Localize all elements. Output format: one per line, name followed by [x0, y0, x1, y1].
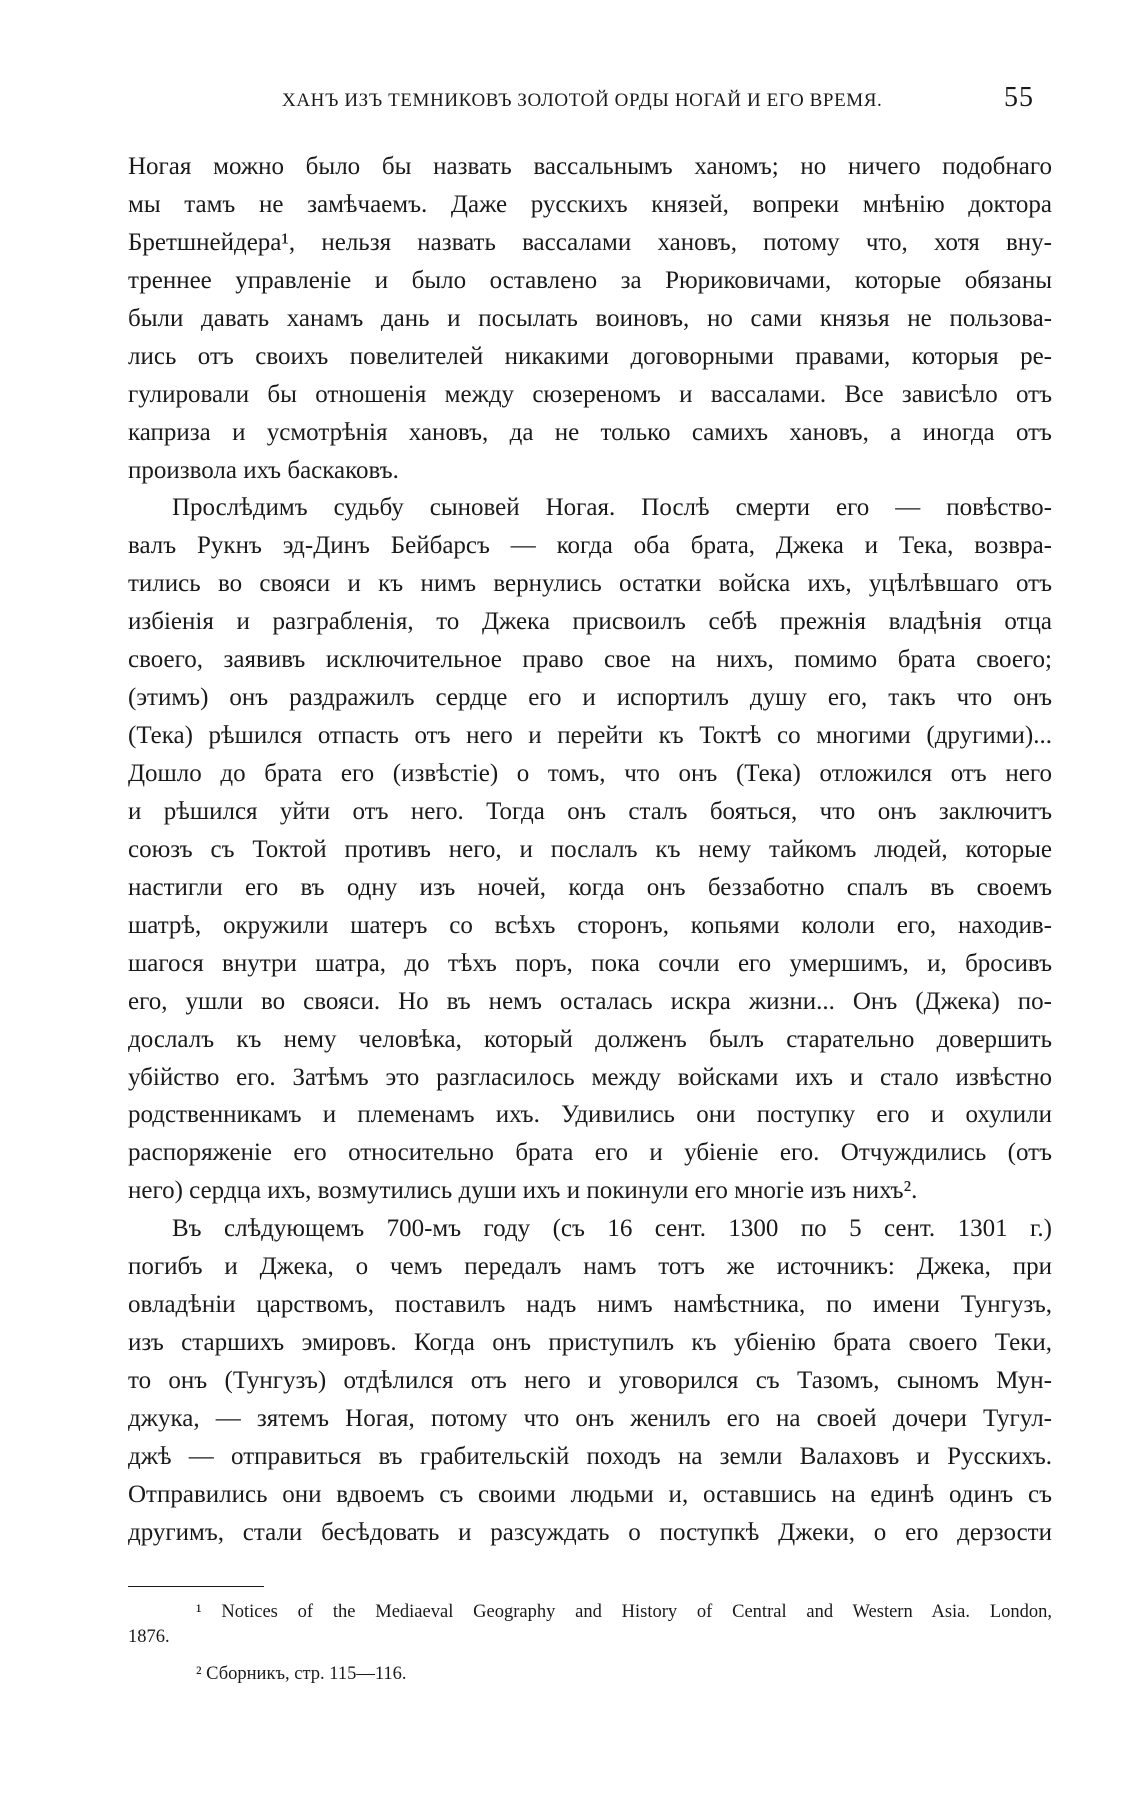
text-line: шагося внутри шатра, до тѣхъ поръ, пока сочли его умершимъ, и, бросивъ — [128, 949, 1052, 977]
text-line: каприза и усмотрѣнія хановъ, да не только самихъ хановъ, а иногда отъ — [128, 418, 1052, 446]
text-line: него) сердца ихъ, возмутились души ихъ и покинули его многіе изъ нихъ². — [128, 1177, 918, 1205]
text-line: погибъ и Джека, о чемъ передалъ намъ тотъ же источникъ: Джека, при — [128, 1253, 1052, 1281]
text-line: его, ушли во свояси. Но въ немъ осталась искра жизни... Онъ (Джека) по- — [128, 987, 1052, 1015]
text-line: другимъ, стали бесѣдовать и разсуждать о поступкѣ Джеки, о его дерзости — [128, 1518, 1052, 1546]
text-line: настигли его въ одну изъ ночей, когда онъ беззаботно спалъ въ своемъ — [128, 873, 1052, 901]
text-line: дослалъ къ нему человѣка, который долженъ былъ старательно довершить — [128, 1025, 1052, 1053]
running-title: ХАНЪ ИЗЪ ТЕМНИКОВЪ ЗОЛОТОЙ ОРДЫ НОГАЙ И ЕГО ВРЕМЯ. — [282, 90, 883, 111]
footnote-1: ¹ Notices of the Mediaeval Geography and History of Central and Western Asia. London, — [196, 1602, 1052, 1622]
text-line: шатрѣ, окружили шатеръ со всѣхъ сторонъ, копьями кололи его, находив- — [128, 911, 1052, 939]
text-line: джука, — зятемъ Ногая, потому что онъ женилъ его на своей дочери Тугул- — [128, 1404, 1052, 1432]
text-line: Дошло до брата его (извѣстіе) о томъ, что онъ (Тека) отложился отъ него — [128, 760, 1052, 787]
text-line: (этимъ) онъ раздражилъ сердце его и испортилъ душу его, такъ что онъ — [128, 684, 1052, 712]
text-line: валъ Рукнъ эд-Динъ Бейбарсъ — когда оба брата, Джека и Тека, возвра- — [128, 532, 1052, 560]
text-line: изъ старшихъ эмировъ. Когда онъ приступилъ къ убіенію брата своего Теки, — [128, 1329, 1052, 1357]
footnote-gap — [128, 1650, 1052, 1662]
footnotes — [128, 1600, 1052, 1687]
text-line: тились во свояси и къ нимъ вернулись остатки войска ихъ, уцѣлѣвшаго отъ — [128, 570, 1052, 598]
text-line: Бретшнейдера¹, нельзя назвать вассалами хановъ, потому что, хотя вну- — [128, 228, 1052, 256]
text-line: то онъ (Тунгузъ) отдѣлился отъ него и уговорился съ Тазомъ, сыномъ Мун- — [128, 1367, 1052, 1394]
text-line: мы тамъ не замѣчаемъ. Даже русскихъ князей, вопреки мнѣнію доктора — [128, 190, 1052, 218]
text-line: лись отъ своихъ повелителей никакими договорными правами, которыя ре- — [128, 342, 1052, 370]
text-line: родственникамъ и племенамъ ихъ. Удивились они поступку его и охулили — [128, 1101, 1052, 1129]
text-line: убійство его. Затѣмъ это разгласилось между войсками ихъ и стало извѣстно — [128, 1063, 1052, 1091]
text-line: треннее управленіе и было оставлено за Рюриковичами, которые обязаны — [128, 266, 1052, 294]
footnote-1-continuation: 1876. — [128, 1627, 170, 1647]
text-line: гулировали бы отношенія между сюзереномъ и вассалами. Все зависѣло отъ — [128, 380, 1052, 408]
text-line: овладѣніи царствомъ, поставилъ надъ нимъ намѣстника, по имени Тунгузъ, — [128, 1291, 1052, 1319]
page-number: 55 — [1004, 82, 1034, 113]
text-line: Ногая можно было бы назвать вассальнымъ ханомъ; но ничего подобнаго — [128, 153, 1052, 180]
text-line: произвола ихъ баскаковъ. — [128, 456, 399, 484]
text-line: своего, заявивъ исключительное право свое на нихъ, помимо брата своего; — [128, 646, 1052, 674]
footnote-separator — [128, 1586, 264, 1587]
text-line: и рѣшился уйти отъ него. Тогда онъ сталъ бояться, что онъ заключитъ — [128, 797, 1052, 825]
text-line: (Тека) рѣшился отпасть отъ него и перейти къ Токтѣ со многими (другими)... — [128, 722, 1052, 750]
footnote-2: ² Сборникъ, стр. 115—116. — [196, 1664, 407, 1684]
paragraph-start-line: Прослѣдимъ судьбу сыновей Ногая. Послѣ смерти его — повѣство- — [172, 494, 1052, 522]
text-line: были давать ханамъ дань и посылать воиновъ, но сами князья не пользова- — [128, 304, 1052, 332]
paragraph-start-line: Въ слѣдующемъ 700-мъ году (съ 16 сент. 1300 по 5 сент. 1301 г.) — [172, 1215, 1052, 1243]
text-line: распоряженіе его относительно брата его и убіеніе его. Отчуждились (отъ — [128, 1139, 1052, 1167]
text-line: Отправились они вдвоемъ съ своими людьми и, оставшись на единѣ одинъ съ — [128, 1480, 1052, 1508]
text-line: союзъ съ Токтой противъ него, и послалъ къ нему тайкомъ людей, которые — [128, 835, 1052, 863]
text-line: избіенія и разграбленія, то Джека присвоилъ себѣ прежнія владѣнія отца — [128, 608, 1052, 636]
text-line: джѣ — отправиться въ грабительскій походъ на земли Валаховъ и Русскихъ. — [128, 1442, 1052, 1470]
body-text — [128, 148, 1052, 1552]
